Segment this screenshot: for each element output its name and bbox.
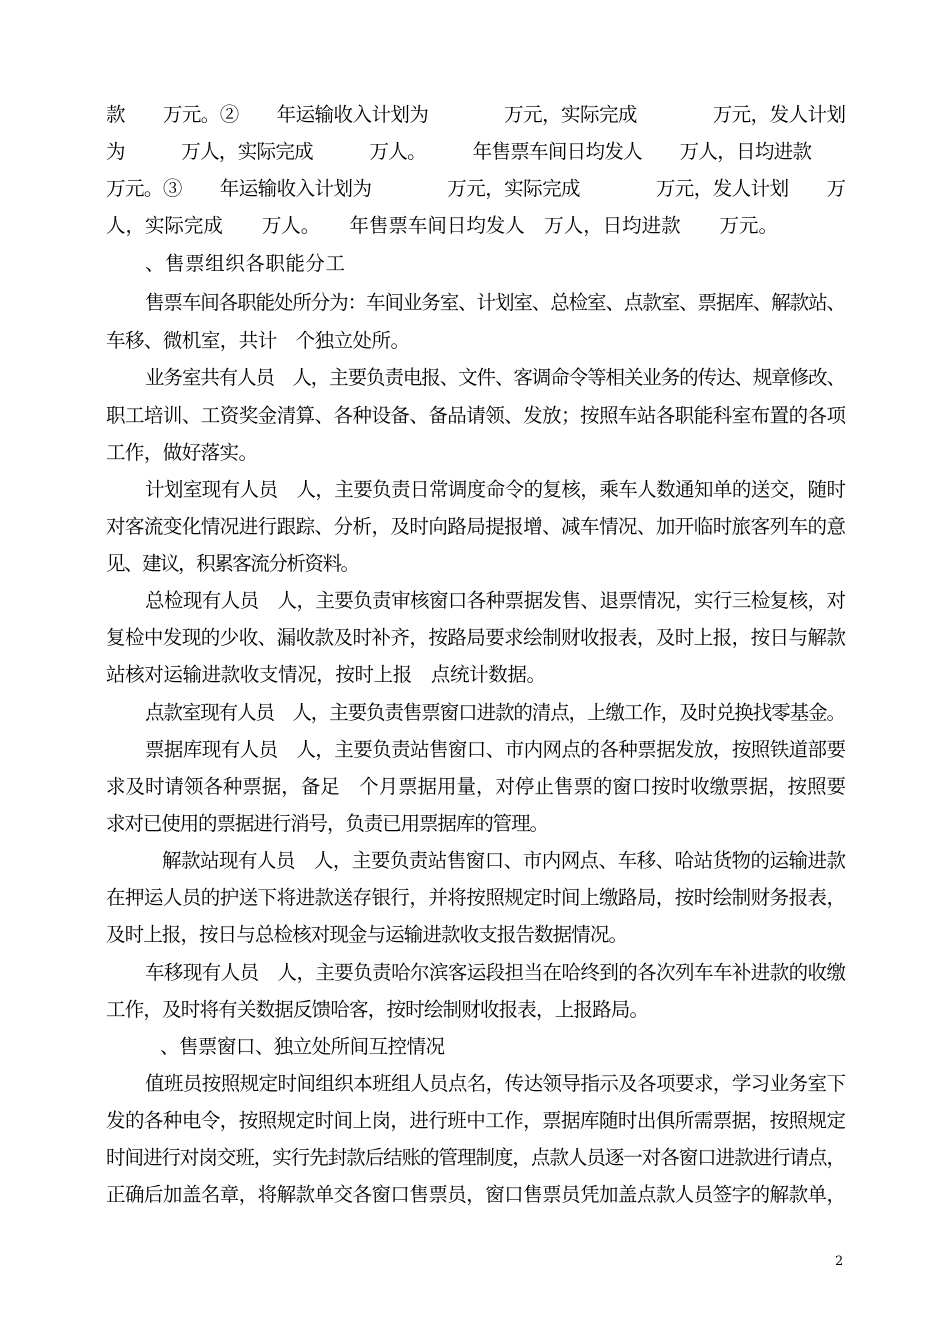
text-line: 计划室现有人员 人，主要负责日常调度命令的复核，乘车人数通知单的送交，随时 <box>145 478 846 501</box>
text-line: 点款室现有人员 人，主要负责售票窗口进款的清点，上缴工作，及时兑换找零基金。 <box>145 701 845 724</box>
text-line: 求对已使用的票据进行消号，负责已用票据库的管理。 <box>106 812 548 835</box>
page-number: 2 <box>835 1254 844 1269</box>
text-line: 车移、微机室，共计 个独立处所。 <box>106 329 410 352</box>
text-line: 售票车间各职能处所分为：车间业务室、计划室、总检室、点款室、票据库、解款站、 <box>145 291 845 314</box>
text-line: 工作，及时将有关数据反馈哈客，按时绘制财收报表，上报路局。 <box>106 998 649 1021</box>
text-line: 值班员按照规定时间组织本班组人员点名，传达领导指示及各项要求，学习业务室下 <box>145 1072 846 1095</box>
text-line: 复检中发现的少收、漏收款及时补齐，按路局要求绘制财收报表，及时上报，按日与解款 <box>106 626 846 649</box>
text-line: 、售票窗口、独立处所间互控情况 <box>160 1035 445 1058</box>
text-line: 款 万元。② 年运输收入计划为 万元，实际完成 万元，发人计划 <box>106 103 846 126</box>
text-line: 对客流变化情况进行跟踪、分析，及时向路局提报增、减车情况、加开临时旅客列车的意 <box>106 515 846 538</box>
text-line: 业务室共有人员 人，主要负责电报、文件、客调命令等相关业务的传达、规章修改、 <box>145 366 845 389</box>
text-line: 票据库现有人员 人，主要负责站售窗口、市内网点的各种票据发放，按照铁道部要 <box>145 738 846 761</box>
text-line: 求及时请领各种票据，备足 个月票据用量，对停止售票的窗口按时收缴票据，按照要 <box>106 775 846 798</box>
text-line: 正确后加盖名章，将解款单交各窗口售票员，窗口售票员凭加盖点款人员签字的解款单， <box>106 1183 846 1206</box>
text-line: 工作，做好落实。 <box>106 441 258 464</box>
text-line: 、售票组织各职能分工 <box>145 252 346 275</box>
text-line: 解款站现有人员 人，主要负责站售窗口、市内网点、车移、哈站货物的运输进款 <box>162 849 846 872</box>
text-line: 时间进行对岗交班，实行先封款后结账的管理制度，点款人员逐一对各窗口进款进行请点， <box>106 1146 845 1169</box>
text-line: 车移现有人员 人，主要负责哈尔滨客运段担当在哈终到的各次列车车补进款的收缴 <box>145 961 846 984</box>
text-line: 发的各种电令，按照规定时间上岗，进行班中工作，票据库随时出俱所需票据，按照规定 <box>106 1109 846 1132</box>
text-line: 万元。③ 年运输收入计划为 万元，实际完成 万元，发人计划 万 <box>106 177 846 200</box>
text-line: 站核对运输进款收支情况，按时上报 点统计数据。 <box>106 663 546 686</box>
text-line: 人，实际完成 万人。 年售票车间日均发人 万人，日均进款 万元。 <box>106 214 778 237</box>
text-line: 见、建议，积累客流分析资料。 <box>106 552 359 575</box>
text-line: 及时上报，按日与总检核对现金与运输进款收支报告数据情况。 <box>106 923 628 946</box>
text-line: 总检现有人员 人，主要负责审核窗口各种票据发售、退票情况，实行三检复核，对 <box>145 589 846 612</box>
text-line: 职工培训、工资奖金清算、各种设备、备品请领、发放；按照车站各职能科室布置的各项 <box>106 404 846 427</box>
text-line: 为 万人，实际完成 万人。 年售票车间日均发人 万人，日均进款 <box>106 140 812 163</box>
text-line: 在押运人员的护送下将进款送存银行，并将按照规定时间上缴路局，按时绘制财务报表， <box>106 886 846 909</box>
